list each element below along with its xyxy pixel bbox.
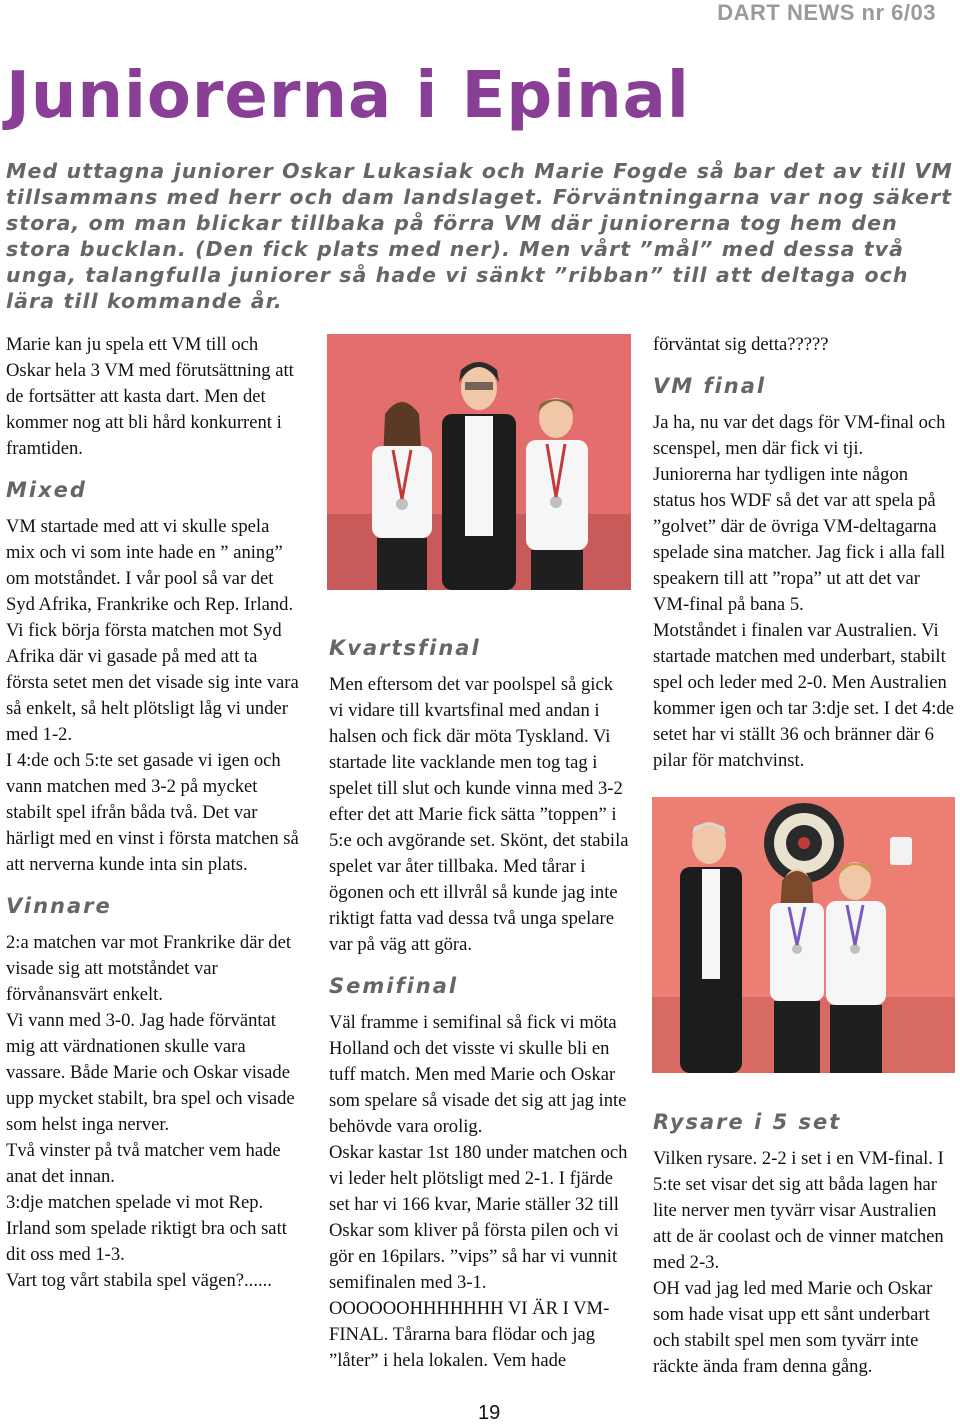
paragraph: Väl framme i semifinal så fick vi möta Holland och det visste vi skulle bli en tuff match. Men med Marie och Oskar som spelare så visade det sig att jag inte behövde vara orolig. [329,1012,627,1137]
paragraph: Två vinster på två matcher vem hade anat det innan. [6,1140,281,1187]
paragraph: 2:a matchen var mot Frankrike där det visade sig att motståndet var förvånansvärt enkelt. [6,932,291,1005]
paragraph: Ja ha, nu var det dags för VM-final och scenspel, men där fick vi tji. [653,412,946,459]
article-lead: Med uttagna juniorer Oskar Lukasiak och Marie Fogde så bar det av till VM tillsammans med herr och dam landslaget. Förväntningarna var nog säkert stora, om man blickar tillbaka på förra VM där juniorerna tog hem den stora bucklan. (Den fick plats med ner). Men vårt ”mål” med dessa två unga, talangfulla juniorer så hade vi sänkt ”ribban” till att deltaga och lära till kommande år. [6,159,953,313]
paragraph: Vilken rysare. 2-2 i set i en VM-final. I 5:te set visar det sig att båda lagen har lite nerver men tyvärr visar Australien att de är coolast och de vinner matchen med 2-3. [653,1148,944,1273]
dartboard-photo [652,797,955,1073]
paragraph: 3:dje matchen spelade vi mot Rep. Irland som spelade riktigt bra och satt dit oss med 1-3. [6,1192,287,1265]
team-photo [327,334,631,590]
paragraph: Vi vann med 3-0. Jag hade förväntat mig att värdnationen skulle vara vassare. Både Marie och Oskar visade upp mycket stabilt, bra spel och visade som helst inga nerver. [6,1010,295,1135]
article-title: Juniorerna i Epinal [6,59,690,133]
paragraph: Men eftersom det var poolspel så gick vi vidare till kvartsfinal med andan i halsen och fick där möta Tyskland. Vi startade lite vacklande men tog tag i spelet till slut och kunde vinna med 3-2 efter det att Marie fick sätta ”toppen” i 5:e och avgörande set. Skönt, det stabila spelet var åter tillbaka. Med tårar i ögonen och ett illvrål så kunde jag inte riktigt fatta vad dessa två unga spelare var på väg att göra. [329,674,629,955]
paragraph: I 4:de och 5:te set gasade vi igen och vann matchen med 3-2 på mycket stabilt spel ifrån båda två. Det var härligt med en vinst i första matchen så att nerverna kunde inta sin plats. [6,750,299,875]
paragraph: Juniorerna har tydligen inte någon status hos WDF så det var att spela på ”golvet” där de övriga VM-deltagarna spelade sina matcher. Jag fick i alla fall speakern till att ”ropa” ut att det var VM-final på bana 5. [653,464,946,615]
paragraph: Oskar kastar 1st 180 under matchen och vi leder helt plötsligt med 2-1. I fjärde set har vi 166 kvar, Marie ställer 32 till Oskar som kliver på första pilen och vi gör en 16pilars. ”vips” så har vi vunnit semifinalen med 3-1. OOOOOOHHHHHHH VI ÄR I VM-FINAL. Tårarna bara flödar och jag ”låter” i hela lokalen. Vem hade [329,1142,628,1371]
page-number: 19 [478,1402,501,1424]
publication-header: DART NEWS nr 6/03 [717,0,936,25]
column-2-text [329,620,632,1374]
paragraph: OH vad jag led med Marie och Oskar som hade visat upp ett sånt underbart och stabilt spel men som tyvärr inte räckte ända fram denna gång. [653,1278,933,1377]
subheading-mixed: Mixed [6,478,87,502]
paragraph: VM startade med att vi skulle spela mix och vi som inte hade en ” aning” om motståndet. I vår pool så var det Syd Afrika, Frankrike och Rep. Irland. [6,516,294,615]
subheading-vinnare: Vinnare [6,894,112,918]
paragraph: Vi fick börja första matchen mot Syd Afrika där vi gasade på med att ta första setet men det visade sig inte vara så enkelt, så helt plötsligt låg vi under med 1-2. [6,620,299,745]
continued-paragraph: förväntat sig detta????? [653,334,829,355]
team-photo-illustration [327,334,631,590]
subheading-vm-final: VM final [653,374,767,398]
subheading-rysare: Rysare i 5 set [653,1110,842,1134]
column-3-text-top [653,332,955,774]
subheading-semifinal: Semifinal [329,974,459,998]
paragraph: Motståndet i finalen var Australien. Vi startade matchen med underbart, stabilt spel och leder med 2-0. Men Australien kommer igen och tar 3:dje set. I det 4:de setet har vi ställt 36 och bränner där 6 pilar för matchvinst. [653,620,955,771]
paragraph: Vart tog vårt stabila spel vägen?...... [6,1270,272,1291]
column-1 [6,332,302,1294]
subheading-kvartsfinal: Kvartsfinal [329,636,481,660]
dartboard-photo-illustration [652,797,955,1073]
column-3-text-bottom [653,1094,955,1380]
intro-paragraph: Marie kan ju spela ett VM till och Oskar hela 3 VM med förutsättning att de fortsätter att kasta dart. Men det kommer nog att bli hård konkurrent i framtiden. [6,334,294,459]
